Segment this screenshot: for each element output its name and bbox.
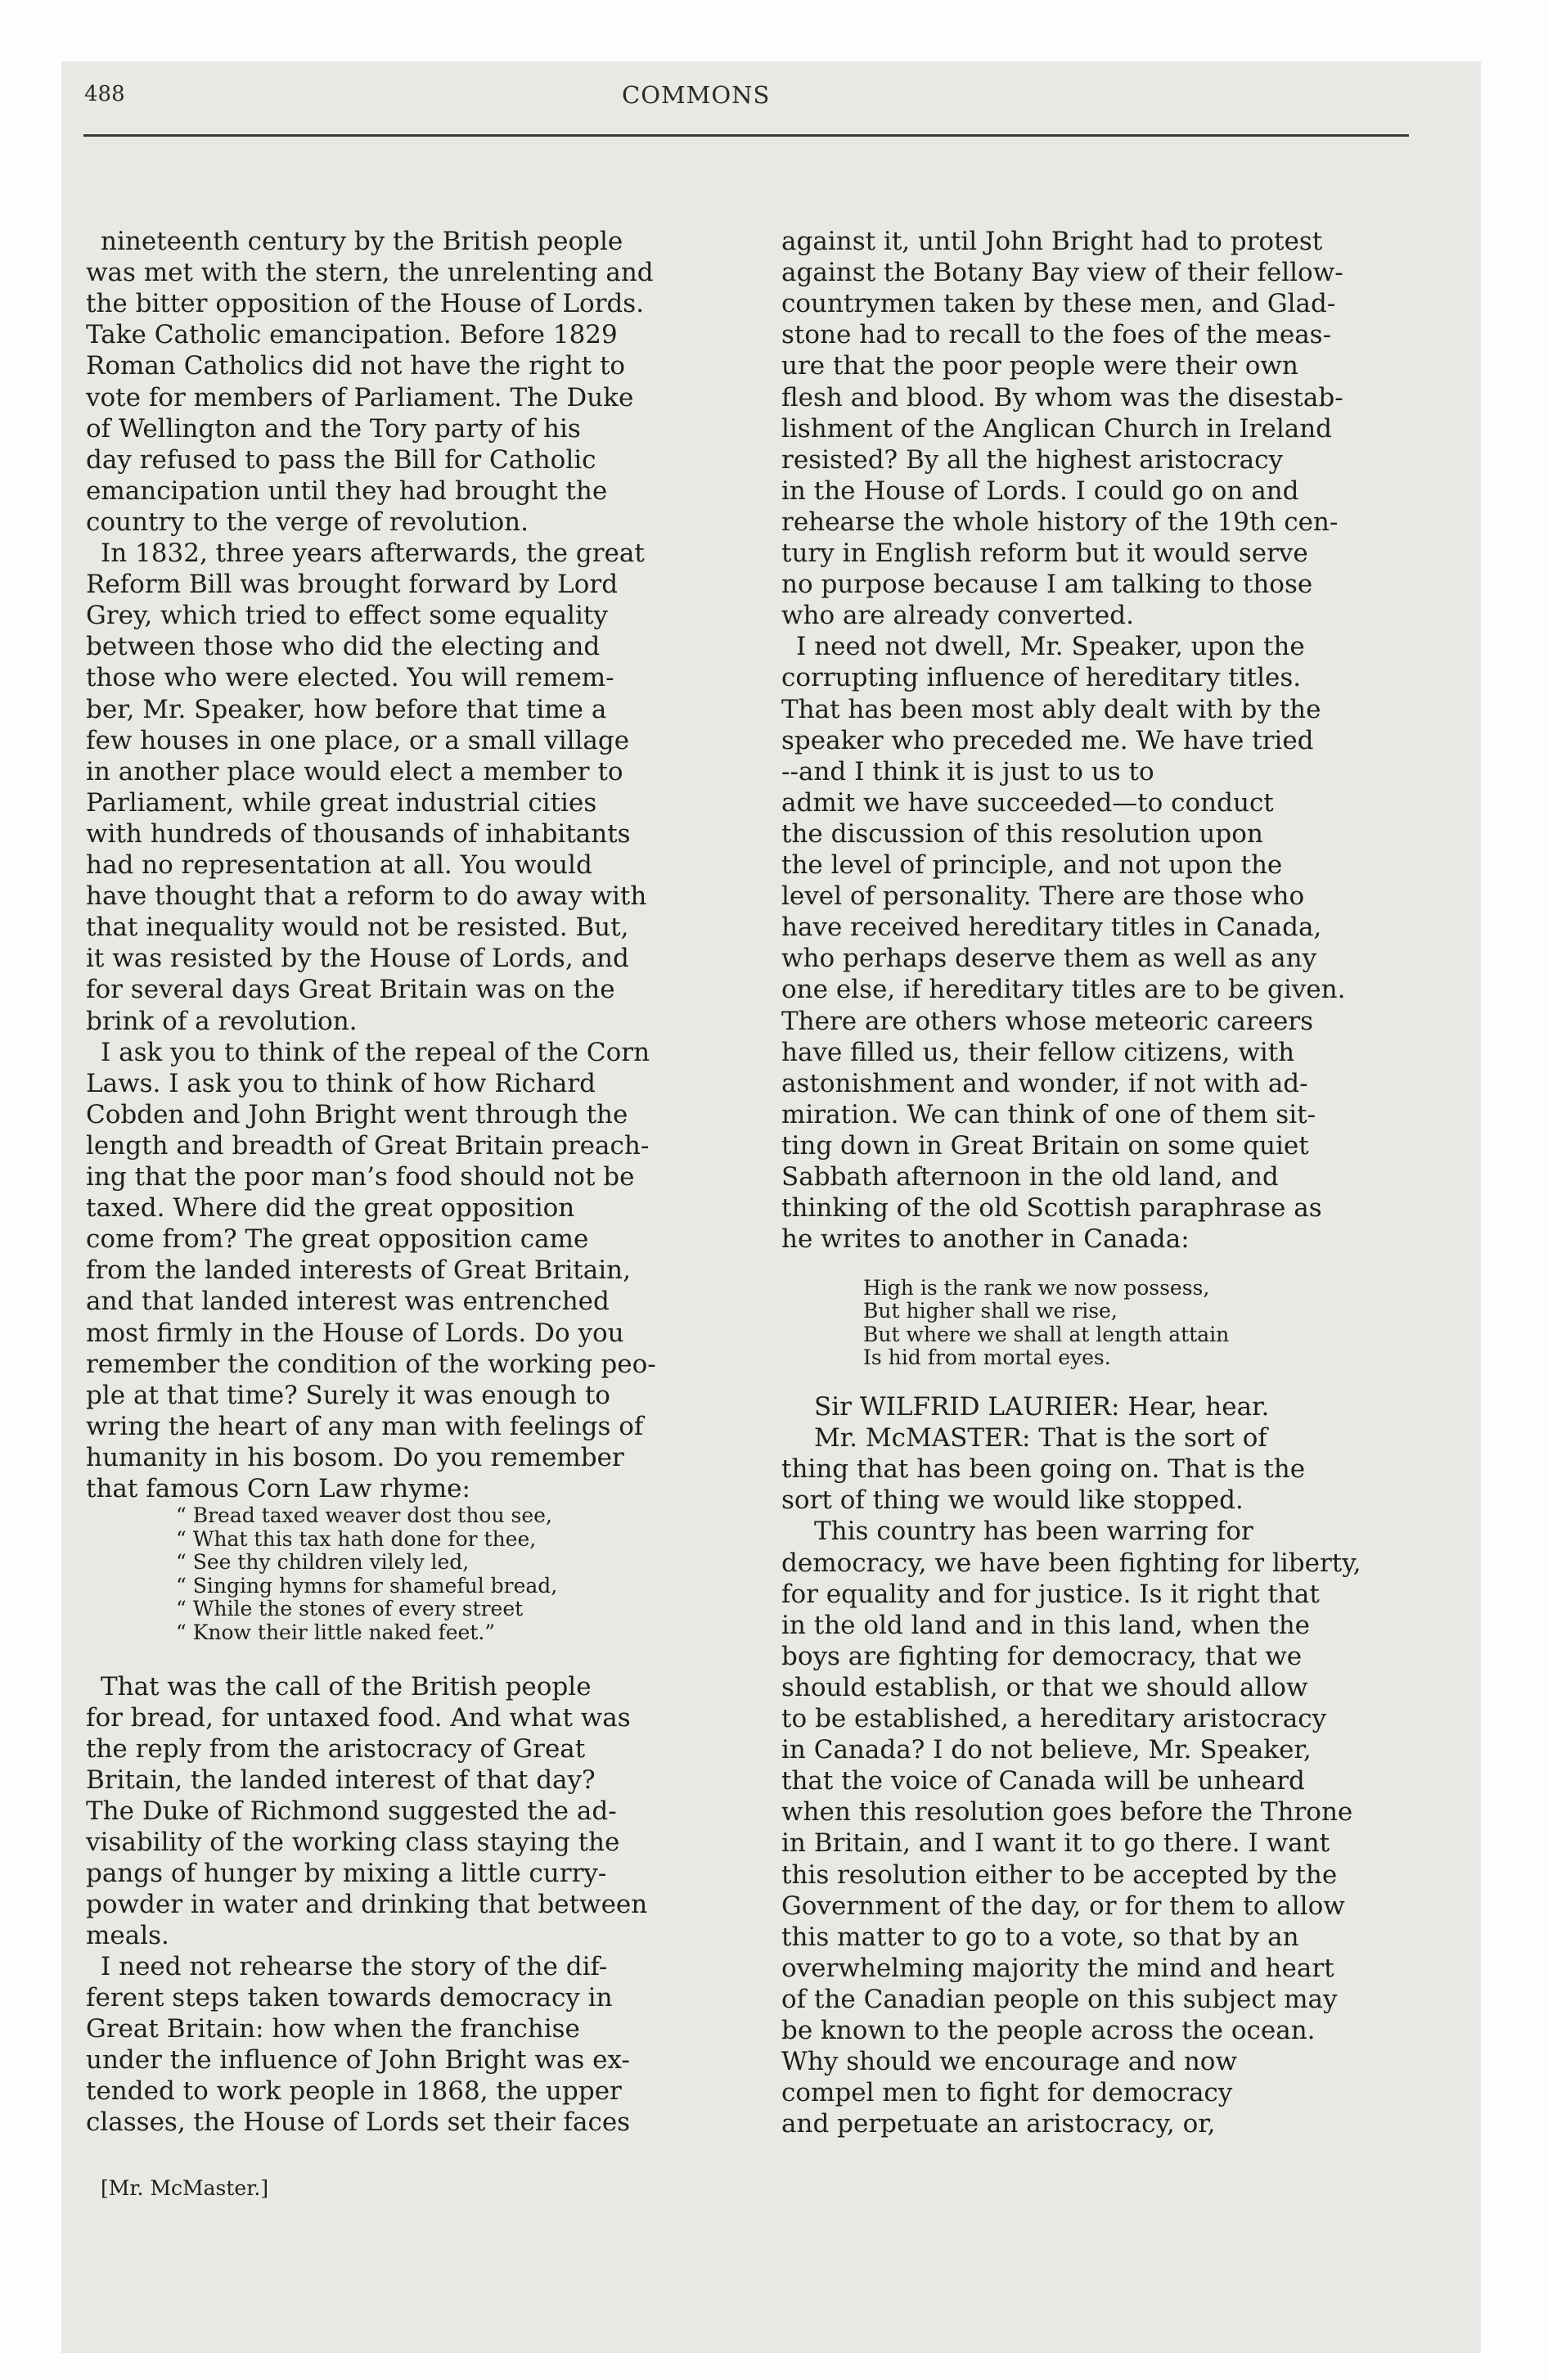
speaker-attribution: [Mr. McMaster.]: [101, 2176, 269, 2200]
body-text-line: visability of the working class staying the: [86, 1828, 620, 1857]
body-text-line: to be established, a hereditary aristocracy: [781, 1704, 1327, 1733]
body-text-line: admit we have succeeded—to conduct: [781, 787, 1274, 818]
body-text-line: Reform Bill was brought forward by Lord: [86, 570, 619, 600]
body-text-line: classes, the House of Lords set their faces: [86, 2107, 631, 2137]
body-text-line: for bread, for untaxed food. And what was: [86, 1703, 631, 1733]
body-text-line: the reply from the aristocracy of Great: [86, 1734, 586, 1764]
body-text-line: that inequality would not be resisted. But,: [86, 913, 629, 943]
body-text-line: of the Canadian people on this subject may: [781, 1984, 1338, 2014]
body-text-line: in Canada? I do not believe, Mr. Speaker,: [781, 1735, 1312, 1765]
header-rule: [83, 134, 1409, 137]
body-text-line: for several days Great Britain was on the: [86, 975, 615, 1005]
body-text-line: that the voice of Canada will be unheard: [781, 1766, 1305, 1796]
body-text-line: resisted? By all the highest aristocracy: [781, 444, 1283, 475]
body-text-line: in another place would elect a member to: [86, 756, 623, 787]
body-text-line: day refused to pass the Bill for Catholic: [86, 444, 596, 475]
body-text-line: remember the condition of the working peo-: [86, 1349, 656, 1379]
body-text-line: he writes to another in Canada:: [781, 1224, 1190, 1255]
body-text-line: against the Botany Bay view of their fellow-: [781, 258, 1343, 288]
verse-line: Is hid from mortal eyes.: [863, 1346, 1111, 1370]
verse-line: “ While the stones of every street: [176, 1597, 524, 1621]
body-text-line: nineteenth century by the British people: [101, 227, 623, 256]
verse-line: But where we shall at length attain: [863, 1322, 1230, 1346]
body-text-line: with hundreds of thousands of inhabitants: [86, 818, 631, 849]
body-text-line: had no representation at all. You would: [86, 850, 592, 880]
body-text-line: few houses in one place, or a small village: [86, 725, 630, 755]
body-text-line: miration. We can think of one of them sit-: [781, 1099, 1316, 1129]
body-text-line: who are already converted.: [781, 601, 1134, 631]
body-text-line: tury in English reform but it would serve: [781, 539, 1308, 568]
body-text-line: it was resisted by the House of Lords, and: [86, 944, 629, 974]
body-text-line: vote for members of Parliament. The Duke: [86, 382, 634, 412]
body-text-line: the level of principle, and not upon the: [781, 850, 1283, 880]
body-text-line: no purpose because I am talking to those: [781, 570, 1313, 600]
body-text-line: stone had to recall to the foes of the meas-: [781, 320, 1332, 350]
body-text-line: thing that has been going on. That is the: [781, 1454, 1306, 1485]
body-text-line: The Duke of Richmond suggested the ad-: [86, 1796, 617, 1826]
body-text-line: That was the call of the British people: [101, 1672, 592, 1702]
verse-line: “ Bread taxed weaver dost thou see,: [176, 1503, 552, 1527]
body-text-line: ferent steps taken towards democracy in: [86, 1983, 613, 2013]
body-text-line: lishment of the Anglican Church in Ireland: [781, 413, 1333, 444]
body-text-line: in Britain, and I want it to go there. I want: [781, 1828, 1330, 1859]
body-text-line: was met with the stern, the unrelenting and: [86, 258, 654, 288]
body-text-line: Sir WILFRID LAURIER: Hear, hear.: [814, 1392, 1270, 1422]
verse-line: But higher shall we rise,: [863, 1299, 1118, 1323]
body-text-line: boys are fighting for democracy, that we: [781, 1641, 1303, 1671]
body-text-line: when this resolution goes before the Throne: [781, 1797, 1353, 1828]
body-text-line: countrymen taken by these men, and Glad-: [781, 289, 1336, 319]
body-text-line: wring the heart of any man with feelings of: [86, 1411, 644, 1441]
body-text-line: Roman Catholics did not have the right to: [86, 351, 626, 381]
body-text-line: and that landed interest was entrenched: [86, 1287, 610, 1317]
body-text-line: and perpetuate an aristocracy, or,: [781, 2109, 1216, 2139]
body-text-line: be known to the people across the ocean.: [781, 2016, 1316, 2045]
body-text-line: democracy, we have been fighting for liberty,: [781, 1548, 1361, 1578]
body-text-line: ber, Mr. Speaker, how before that time a: [86, 694, 607, 724]
body-text-line: this resolution either to be accepted by the: [781, 1859, 1338, 1890]
body-text-line: one else, if hereditary titles are to be given.: [781, 975, 1346, 1005]
body-text-line: meals.: [86, 1921, 169, 1950]
body-text-line: There are others whose meteoric careers: [781, 1006, 1314, 1036]
body-text-line: who perhaps deserve them as well as any: [781, 944, 1317, 974]
body-text-line: have received hereditary titles in Canada,: [781, 913, 1322, 943]
body-text-line: I need not rehearse the story of the dif-: [101, 1952, 608, 1981]
verse-line: “ Singing hymns for shameful bread,: [176, 1573, 558, 1598]
body-text-line: the discussion of this resolution upon: [781, 818, 1263, 849]
body-text-line: speaker who preceded me. We have tried: [781, 725, 1314, 755]
body-text-line: emancipation until they had brought the: [86, 476, 608, 506]
body-text-line: Grey, which tried to effect some equality: [86, 601, 608, 631]
body-text-line: Why should we encourage and now: [781, 2047, 1238, 2077]
body-text-line: this matter to go to a vote, so that by an: [781, 1922, 1299, 1952]
body-text-line: have filled us, their fellow citizens, with: [781, 1037, 1295, 1067]
body-text-line: astonishment and wonder, if not with ad-: [781, 1068, 1308, 1098]
body-text-line: overwhelming majority the mind and heart: [781, 1953, 1334, 1983]
body-text-line: Britain, the landed interest of that day?: [86, 1765, 596, 1795]
body-text-line: ting down in Great Britain on some quiet: [781, 1130, 1309, 1161]
body-text-line: taxed. Where did the great opposition: [86, 1193, 575, 1224]
body-text-line: against it, until John Bright had to protest: [781, 227, 1323, 256]
verse-line: “ What this tax hath done for thee,: [176, 1526, 537, 1551]
body-text-line: --and I think it is just to us to: [781, 756, 1154, 787]
body-text-line: Government of the day, or for them to allow: [781, 1891, 1345, 1921]
body-text-line: compel men to fight for democracy: [781, 2078, 1233, 2108]
body-text-line: in the old land and in this land, when the: [781, 1610, 1311, 1640]
body-text-line: rehearse the whole history of the 19th cen-: [781, 507, 1339, 537]
body-text-line: Mr. McMASTER: That is the sort of: [814, 1423, 1267, 1454]
body-text-line: country to the verge of revolution.: [86, 507, 529, 537]
body-text-line: This country has been warring for: [814, 1517, 1253, 1547]
body-text-line: of Wellington and the Tory party of his: [86, 413, 581, 444]
body-text-line: Cobden and John Bright went through the: [86, 1099, 628, 1129]
body-text-line: come from? The great opposition came: [86, 1224, 589, 1255]
page-number: 488: [84, 82, 125, 106]
body-text-line: That has been most ably dealt with by the: [781, 694, 1321, 724]
body-text-line: Take Catholic emancipation. Before 1829: [86, 320, 618, 350]
body-text-line: tended to work people in 1868, the upper: [86, 2076, 622, 2106]
body-text-line: Sabbath afternoon in the old land, and: [781, 1162, 1279, 1192]
body-text-line: from the landed interests of Great Britain,: [86, 1255, 631, 1286]
body-text-line: Great Britain: how when the franchise: [86, 2014, 580, 2044]
body-text-line: pangs of hunger by mixing a little curry-: [86, 1859, 607, 1888]
body-text-line: sort of thing we would like stopped.: [781, 1485, 1244, 1516]
verse-line: “ See thy children vilely led,: [176, 1550, 470, 1575]
body-text-line: have thought that a reform to do away with: [86, 881, 647, 912]
body-text-line: those who were elected. You will remem-: [86, 663, 614, 693]
body-text-line: the bitter opposition of the House of Lords.: [86, 289, 645, 319]
body-text-line: under the influence of John Bright was ex-: [86, 2045, 630, 2075]
body-text-line: humanity in his bosom. Do you remember: [86, 1442, 624, 1472]
body-text-line: in the House of Lords. I could go on and: [781, 476, 1299, 506]
body-text-line: powder in water and drinking that between: [86, 1890, 648, 1919]
body-text-line: should establish, or that we should allow: [781, 1672, 1308, 1702]
running-head: COMMONS: [622, 81, 771, 109]
body-text-line: Laws. I ask you to think of how Richard: [86, 1068, 596, 1098]
verse-line: “ Know their little naked feet.”: [176, 1620, 496, 1644]
body-text-line: ure that the poor people were their own: [781, 351, 1298, 381]
body-text-line: brink of a revolution.: [86, 1006, 358, 1036]
verse-line: High is the rank we now possess,: [863, 1276, 1210, 1300]
body-text-line: ple at that time? Surely it was enough to: [86, 1380, 610, 1410]
body-text-line: In 1832, three years afterwards, the great: [101, 539, 645, 568]
body-text-line: level of personality. There are those who: [781, 881, 1305, 912]
body-text-line: flesh and blood. By whom was the disestab-: [781, 382, 1343, 412]
body-text-line: thinking of the old Scottish paraphrase as: [781, 1193, 1322, 1224]
body-text-line: most firmly in the House of Lords. Do you: [86, 1318, 624, 1348]
body-text-line: Parliament, while great industrial cities: [86, 787, 597, 818]
body-text-line: length and breadth of Great Britain preach-: [86, 1130, 650, 1161]
body-text-line: that famous Corn Law rhyme:: [86, 1474, 470, 1503]
body-text-line: I need not dwell, Mr. Speaker, upon the: [796, 632, 1305, 662]
body-text-line: ing that the poor man’s food should not be: [86, 1162, 635, 1192]
body-text-line: for equality and for justice. Is it right that: [781, 1579, 1320, 1609]
body-text-line: between those who did the electing and: [86, 632, 601, 662]
body-text-line: corrupting influence of hereditary titles.: [781, 663, 1302, 693]
body-text-line: I ask you to think of the repeal of the Corn: [101, 1037, 650, 1067]
